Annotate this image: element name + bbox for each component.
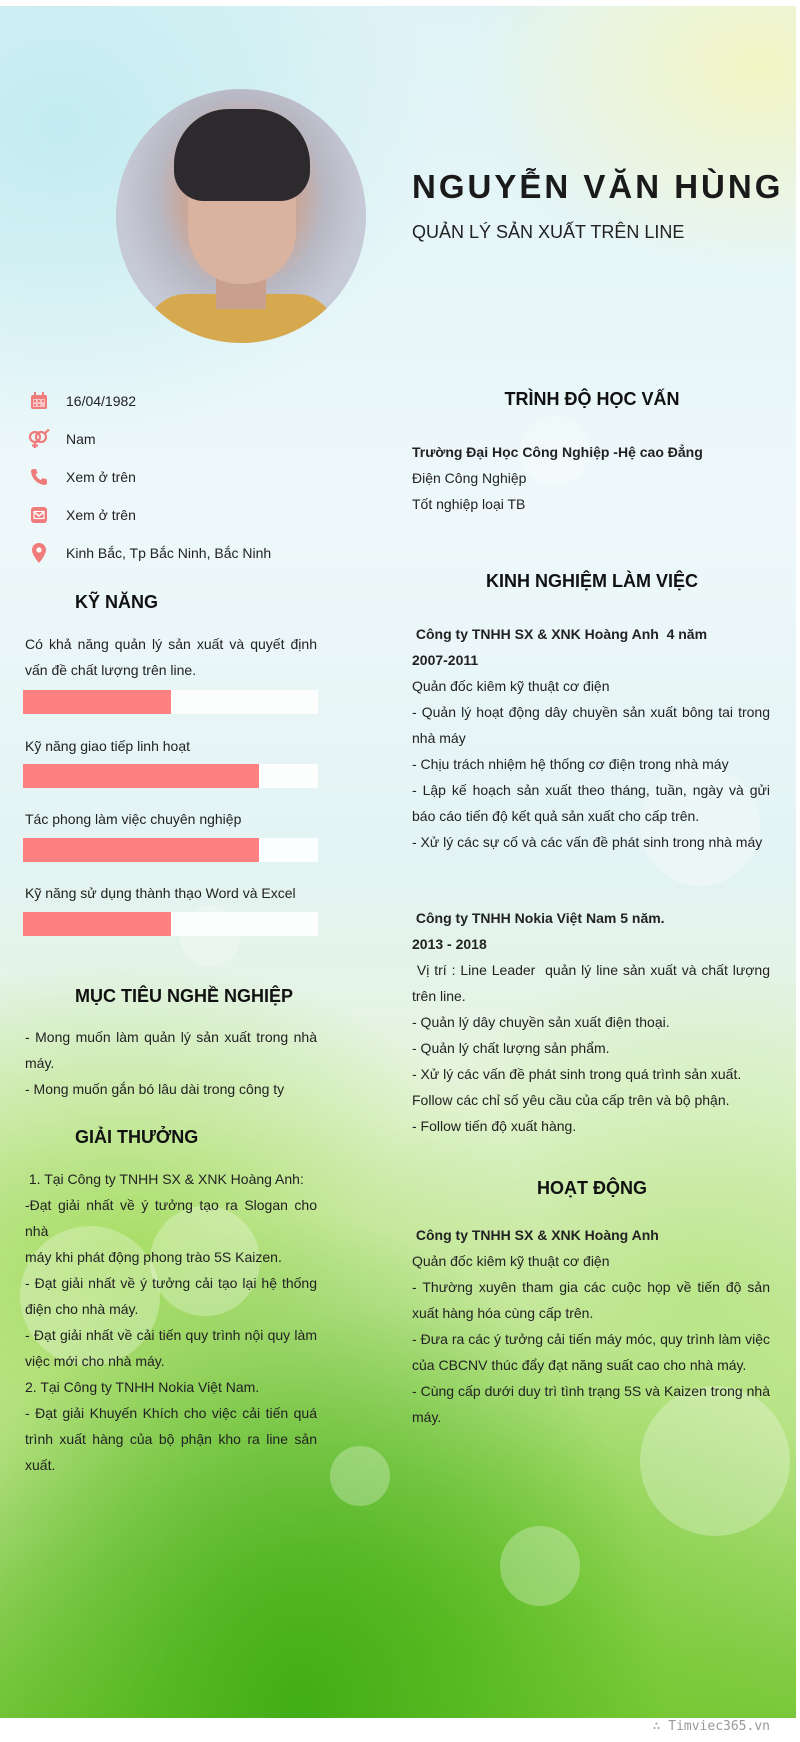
job-period: 2013 - 2018 [412,936,487,952]
education-heading: TRÌNH ĐỘ HỌC VẤN [504,389,680,409]
skill-level-bar [23,838,318,862]
gender-text: Nam [66,431,96,447]
avatar [116,89,366,343]
watermark: ∴ Timviec365.vn [652,1719,770,1734]
skill-level-fill [23,912,171,936]
job-period: 2007-2011 [412,652,479,668]
skill-level-fill [23,764,259,788]
address-text: Kinh Bắc, Tp Bắc Ninh, Bắc Ninh [66,545,272,561]
skill-label: Kỹ năng sử dụng thành thạo Word và Excel [25,885,296,901]
cv-page [0,6,796,1718]
goals-text: - Mong muốn làm quản lý sản xuất trong nhà máy. - Mong muốn gắn bó lâu dài trong công ty [25,1029,317,1097]
awards-heading: GIẢI THƯỞNG [75,1127,199,1147]
skill-level-fill [23,838,259,862]
experience-heading: KINH NGHIỆM LÀM VIỆC [485,571,698,591]
skill-level-bar [23,912,318,936]
gender-icon [28,428,50,450]
skill-level-bar [23,764,318,788]
birthdate-text: 16/04/1982 [66,393,137,409]
job-title: QUẢN LÝ SẢN XUẤT TRÊN LINE [412,222,685,242]
education-text [412,439,772,517]
skill-label: Có khả năng quản lý sản xuất và quyết định vấn đề chất lượng trên line. [25,636,317,678]
skill-level-bar [23,690,318,714]
major: Điện Công Nghiệp [412,470,527,486]
goals-heading: MỤC TIÊU NGHỀ NGHIỆP [75,986,294,1006]
info-email [28,502,136,528]
experience-job: Công ty TNHH Nokia Việt Nam 5 năm. 2013 - 2018 Vị trí : Line Leader quản lý line sản xuất và chất lượng trên line. - Quản lý dây chuyền sản xuất điện thoại. - Quản lý chất lượng sản phẩm. - Xử lý các vấn đề phát sinh trong quá trình sản xuất. Follow các chỉ số yêu cầu của cấp trên và bộ phận. - Follow tiến độ xuất hàng. [412,905,770,1139]
skill-label: Kỹ năng giao tiếp linh hoạt [25,738,191,754]
skill-label: Tác phong làm việc chuyên nghiệp [25,811,242,827]
info-birthdate [28,388,136,414]
phone-text: Xem ở trên [66,469,136,485]
grade: Tốt nghiệp loại TB [412,496,526,512]
info-address [28,540,271,566]
skills-heading: KỸ NĂNG [75,592,159,612]
phone-icon [28,466,50,488]
info-gender [28,426,96,452]
email-text: Xem ở trên [66,507,136,523]
company-name: Công ty TNHH SX & XNK Hoàng Anh [412,1227,659,1243]
experience-job: Công ty TNHH SX & XNK Hoàng Anh 4 năm 2007-2011 Quản đốc kiêm kỹ thuật cơ điện - Quản lý hoạt động dây chuyền sản xuất bông tai trong nhà máy - Chịu trách nhiệm hệ thống cơ điện trong nhà máy - Lập kế hoạch sản xuất theo tháng, tuần, ngày và gửi báo cáo tiến độ kết quả sản xuất cho cấp trên. - Xử lý các sự cố và các vấn đề phát sinh trong nhà máy [412,621,770,855]
company-name: Công ty TNHH SX & XNK Hoàng Anh 4 năm [412,626,708,642]
activities-text: Công ty TNHH SX & XNK Hoàng Anh Quản đốc kiêm kỹ thuật cơ điện - Thường xuyên tham gia các cuộc họp về tiến độ sản xuất hàng hóa cùng cấp trên. - Đưa ra các ý tưởng cải tiến máy móc, quy trình làm việc của CBCNV thúc đẩy đạt năng suất cao cho nhà máy. - Cùng cấp dưới duy trì tình trạng 5S và Kaizen trong nhà máy. [412,1222,770,1430]
school-name: Trường Đại Học Công Nghiệp -Hệ cao Đẳng [412,444,703,460]
awards-text: 1. Tại Công ty TNHH SX & XNK Hoàng Anh: -Đạt giải nhất về ý tưởng tạo ra Slogan cho nhà máy khi phát động phong trào 5S Kaizen. - Đạt giải nhất về ý tưởng cải tạo lại hệ thống điện cho nhà máy. - Đạt giải nhất về cải tiến quy trình nội quy làm việc mới cho nhà máy. 2. Tại Công ty TNHH Nokia Việt Nam. - Đạt giải Khuyến Khích cho việc cải tiến quá trình xuất hàng của bộ phận kho ra line sản xuất. [25,1171,317,1473]
skill-level-fill [23,690,171,714]
email-icon [28,504,50,526]
company-name: Công ty TNHH Nokia Việt Nam 5 năm. [412,910,665,926]
info-phone [28,464,136,490]
activities-heading: HOẠT ĐỘNG [537,1178,647,1198]
full-name: NGUYỄN VĂN HÙNG [412,168,784,205]
location-icon [28,542,50,564]
calendar-icon [28,390,50,412]
